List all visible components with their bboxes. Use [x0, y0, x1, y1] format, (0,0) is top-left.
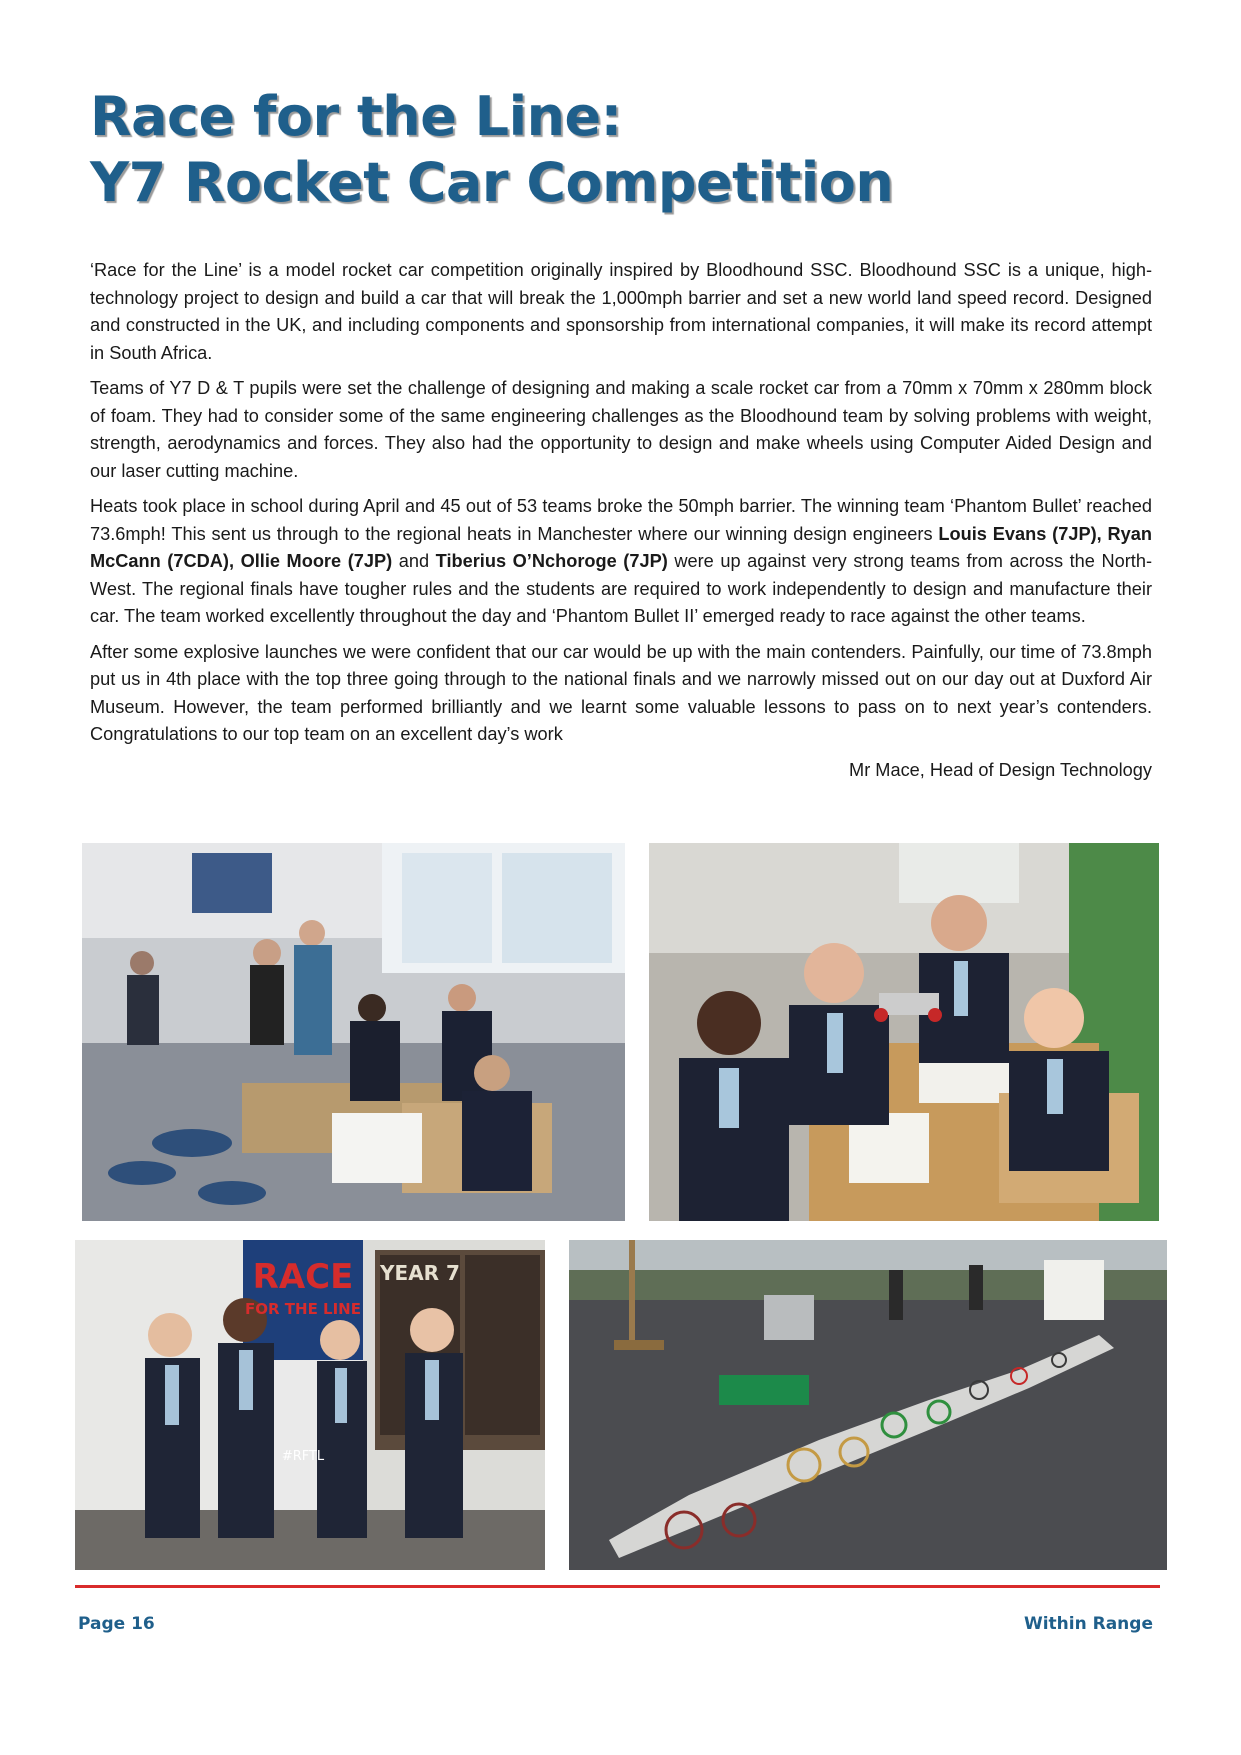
- team-names-2: Tiberius O’Nchoroge (7JP): [435, 551, 668, 571]
- paragraph-1: ‘Race for the Line’ is a model rocket car competition originally inspired by Bloodhound SSC. Bloodhound SSC is a unique, high-technology project to design and build a car that will break the 1,000mph barrier and set a new world land speed record. Designed and constructed in the UK, and including components and sponsorship from international companies, it will make its record attempt in South Africa.: [90, 260, 1152, 363]
- author-signature: Mr Mace, Head of Design Technology: [849, 759, 1152, 780]
- paragraph-3-intro: Heats took place in school during April and 45 out of 53 teams broke the 50mph barrier. The winning team ‘Phantom Bullet’ reached 73.6mph! This sent us through to the regional heats in Manchester where our winning design engineers: [90, 496, 1152, 544]
- photo-students-at-table: [649, 843, 1159, 1221]
- photo-rocket-cars-lineup: [569, 1240, 1167, 1570]
- page-title: [90, 84, 1150, 216]
- paragraph-2: Teams of Y7 D & T pupils were set the challenge of designing and making a scale rocket car from a 70mm x 70mm x 280mm block of foam. They had to consider some of the same engineering challenges as the Bloodhound team by solving problems with weight, strength, aerodynamics and forces. They also had the opportunity to design and make wheels using Computer Aided Design and our laser cutting machine.: [90, 378, 1152, 481]
- paragraph-3-rest: were up against very strong teams from across the North-West. The regional finals have tougher rules and the students are required to work independently to design and manufacture their car. The team worked excellently throughout the day and ‘Phantom Bullet II’ emerged ready to race against the other teams.: [90, 551, 1153, 626]
- title-line-1: Race for the Line:: [90, 85, 622, 148]
- footer-divider: [75, 1585, 1160, 1588]
- page-number: Page 16: [78, 1614, 155, 1634]
- team-names-1: Louis Evans (7JP), Ryan McCann (7CDA), Ollie Moore (7JP): [90, 523, 1152, 571]
- article-body: [90, 257, 1152, 792]
- banner-hashtag-text: #RFTL: [281, 1449, 325, 1464]
- publication-name: Within Range: [1023, 1614, 1153, 1634]
- paragraph-3: [90, 493, 1152, 631]
- photo-team-with-banner: [75, 1240, 545, 1570]
- photo-classroom-workshop: [82, 843, 625, 1221]
- banner-line-text: FOR THE LINE: [245, 1300, 361, 1318]
- paragraph-3-and: and: [392, 551, 436, 571]
- poster-year-text: YEAR 7: [380, 1261, 460, 1285]
- paragraph-4: After some explosive launches we were confident that our car would be up with the main contenders. Painfully, our time of 73.8mph put us in 4th place with the top three going through to the national finals and we narrowly missed out on our day out at Duxford Air Museum. However, the team performed brilliantly and we learnt some valuable lessons to pass on to next year’s contenders. Congratulations to our top team on an excellent day’s work: [90, 641, 1152, 744]
- banner-race-text: RACE: [252, 1257, 354, 1297]
- title-line-2: Y7 Rocket Car Competition: [90, 151, 894, 214]
